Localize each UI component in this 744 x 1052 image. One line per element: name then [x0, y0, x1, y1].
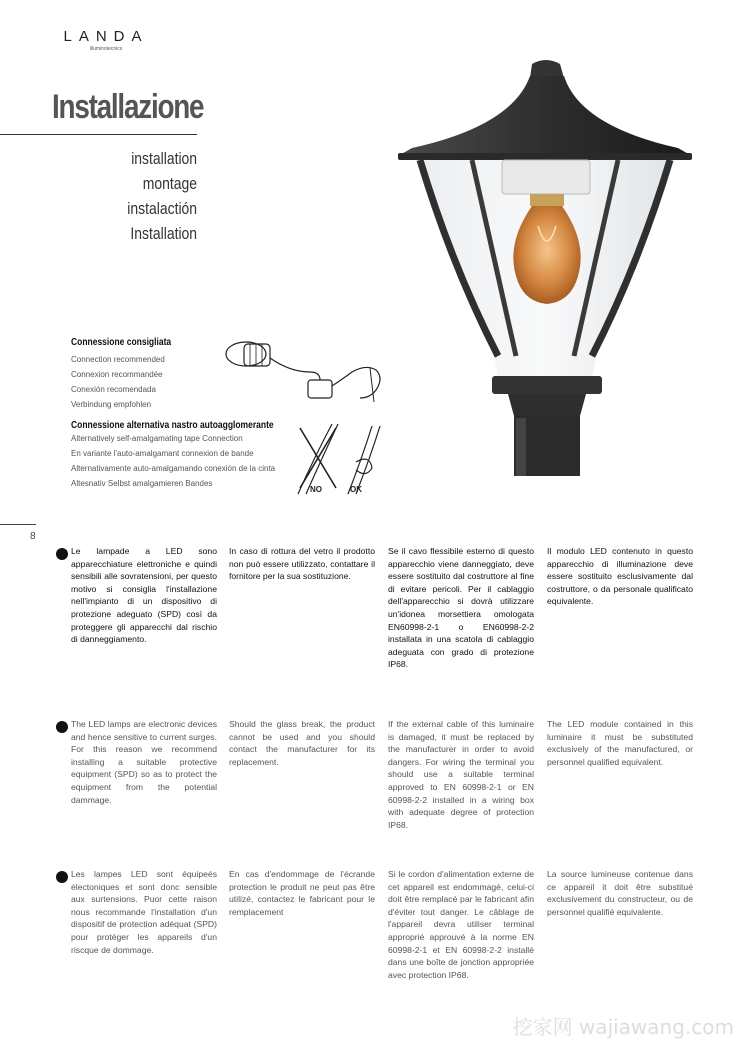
text-it-col2: In caso di rottura del vetro il prodotto non può essere utilizzato, contattare il fornitore per la sua sostituzione. [229, 546, 375, 582]
brand-name: LANDA [63, 28, 149, 45]
text-fr-col1: Les lampes LED sont équipeés électoniques et sont donc sensible aux surtensions. Puor cette raison nous recommande l'installation d'un dispositif de protection adéquat (SPD) pour protéger les appareils d'un riscque de dommage. [71, 869, 217, 955]
connection-alternative-es: Alternativamente auto-amalgamando conexión de la cinta [71, 464, 276, 473]
page-number: 8 [30, 531, 36, 542]
translation-de: Installation [130, 224, 197, 243]
connection-recommended-es: Conexión recomendada [71, 385, 156, 394]
text-it-col1: Le lampade a LED sono apparecchiature elettroniche e quindi sensibili alle sovratensioni, per questo motivo si consiglia l'installazione nell'impianto di un dispositivo di protezione adeguato (SPD) così da proteggere gli apparecchi dal rischio di danneggiamento. [71, 546, 217, 645]
title-translations [112, 146, 197, 246]
text-it-col3: Se il cavo flessibile esterno di questo apparecchio viene danneggiato, deve essere sostituito dal costruttore al fine di evitare pericoli. Per il cablaggio dell'apparecchio si dovrà utilizzare un'idonea morsettiera omologata EN60998-2-1 o EN60998-2-2 installata in una scatola di cablaggio adeguata con grado di protezione IP68. [388, 546, 534, 670]
bullet-it [56, 548, 68, 560]
text-en-col2: Should the glass break, the product cannot be used and you should contact the manufacturer for its replacement. [229, 719, 375, 767]
text-it-col4: Il modulo LED contenuto in questo apparecchio di illuminazione deve essere sostituito esclusivamente dal costruttore, o da personale qualificato equivalente. [547, 546, 693, 607]
tape-connection-diagram [292, 418, 388, 498]
connection-recommended-en: Connection recommended [71, 355, 165, 364]
label-no: NO [310, 485, 322, 494]
translation-en: installation [131, 149, 197, 168]
connection-recommended-heading: Connessione consigliata [71, 337, 172, 348]
connection-recommended [71, 337, 189, 412]
text-en-col4: The LED module contained in this luminaire it must be substituted exclusively of the manufactured, or personnel qualified equivalent. [547, 719, 693, 767]
text-fr-col3: Si le cordon d'alimentation externe de cet appareil est endommagé, celui-ci doit être remplacé par le fabricant afin d'éviter tout danger. Le câblage de l'appareil devra utiliser terminal approprié approuvé à la norme EN 60998-2-1 et EN 60998-2-2 installé dans une boîte de jonction appropriée avec protection IP68. [388, 869, 534, 980]
watermark: 挖家网 wajiawang.com [512, 1015, 734, 1039]
lamp-photo [392, 56, 702, 476]
text-en-col3: If the external cable of this luminaire is damaged, it must be replaced by the manufacturer in order to avoid dangers. For wiring the terminal you should use a suitable terminal approved to EN 60998-2-1 or EN 60998-2-2 installed in a wiring box with adequate degree of protection IP68. [388, 719, 534, 830]
connection-alternative-heading: Connessione alternativa nastro autoagglomerante [71, 420, 274, 431]
label-ok: OK [350, 485, 362, 494]
connection-alternative-de: Altesnativ Selbst amalgamieren Bandes [71, 479, 213, 488]
translation-fr: montage [142, 174, 197, 193]
connection-alternative-fr: En variante l'auto-amalgamant connexion de bande [71, 449, 254, 458]
brand-logo [56, 28, 156, 52]
page-number-rule [0, 524, 36, 525]
title-divider [0, 134, 197, 135]
connection-alternative [71, 420, 309, 491]
text-fr-col2: En cas d'endommage de l'écrande protection le produit ne peut pas être utilizé, contactez le fabricant pour le remplacement [229, 869, 375, 917]
brand-subtitle: illuminotecnics [89, 46, 123, 52]
translation-es: instalactión [127, 199, 197, 218]
text-fr-col4: La source lumineuse contenue dans ce appareil it doit être substitué exclusivement du constructeur, ou de personnel qualifié equivalente. [547, 869, 693, 917]
bullet-fr [56, 871, 68, 883]
page-title: Installazione [52, 88, 204, 126]
wiring-diagram [220, 332, 388, 410]
text-en-col1: The LED lamps are electronic devices and hence sensitive to current surges. For this reason we recommend installing a suitable protective equipment (SPD) so as to protect the equipment from the potential dammage. [71, 719, 217, 805]
connection-recommended-de: Verbindung empfohlen [71, 400, 152, 409]
bullet-en [56, 721, 68, 733]
connection-recommended-fr: Connexion recommandée [71, 370, 163, 379]
connection-alternative-en: Alternatively self-amalgamating tape Connection [71, 434, 243, 443]
